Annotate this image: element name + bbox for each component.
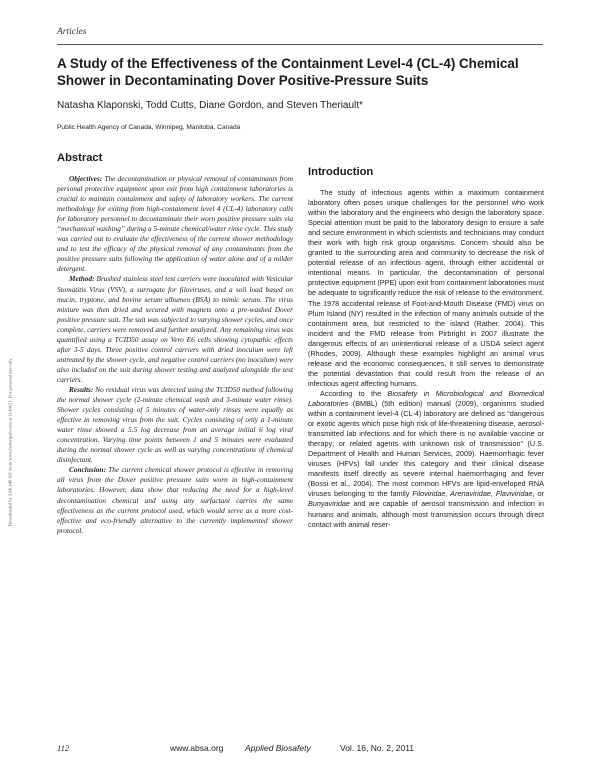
abstract-body — [57, 174, 293, 536]
results-label: Results: — [69, 384, 94, 394]
download-notice-vertical — [4, 252, 16, 632]
page-footer — [57, 743, 543, 757]
page-number: 112 — [57, 743, 70, 753]
header-rule — [57, 44, 543, 45]
affiliation: Public Health Agency of Canada, Winnipeg, Manitoba, Canada — [57, 124, 241, 131]
abstract-conclusion — [57, 465, 293, 535]
download-notice-text: Downloaded by 3.80.140.101 from www.liebertpub.com at 11/04/21. For personal use only. — [7, 357, 13, 527]
bmbl-title: Biosafety in Microbiological and Biomedical Laboratories — [308, 388, 544, 408]
method-text: Brushed stainless steel test carriers were inoculated with Vesicular Stomatitis Virus (VSV), a surrogate for filoviruses, and a soil load based on mucin, tryptone, and bovine serum albumen (BSA) to mimic serum. The virus mixture was then dried and secured with magnets onto a pre-washed Dover positive pressure suit. The suit was subjected to varying shower cycles, and once complete, carriers were removed and further analyzed. Any remaining virus was quantified using a TCID50 assay on Vero E6 cells showing cytopathic effects after 3-5 days. Three positive control carriers with dried inoculum were left untreated by the shower cycle, and negative control carriers (no inoculum) were also included on the suit during shower testing and analyzed alongside the test carriers. — [57, 274, 293, 384]
left-column — [57, 152, 293, 536]
article-title: A Study of the Effectiveness of the Containment Level-4 (CL-4) Chemical Shower in Decontaminating Dover Positive-Pressure Suits — [57, 56, 519, 88]
introduction-body — [308, 188, 544, 530]
p2-text-e: , or — [532, 489, 544, 499]
authors: Natasha Klaponski, Todd Cutts, Diane Gordon, and Steven Theriault* — [57, 100, 363, 111]
conclusion-label: Conclusion: — [69, 465, 106, 475]
bunyaviridae: Bunyaviridae — [308, 499, 350, 509]
intro-paragraph-2 — [308, 389, 544, 530]
virus-families: Filoviridae, Arenaviridae, Flaviviridae — [412, 489, 533, 499]
p2-text-c: (BMBL) (5th edition) manual (2009), organisms studied within a containment level-4 (CL-4) laboratory are defined as “dangerous or exotic agents which pose high risk of life-threatening disease, aerosol-transmitted lab infections and for which there is no available vaccine or therapy; or related agents with unknown risk of transmission” (U.S. Department of Health and Human Services, 2009). Haemorrhagic fever viruses (HFVs) fall under this category and their clinical disease manifests itself directly as severe internal haemorrhaging and fever (Bossi et al., 2004). The most common HFVs are lipid-enveloped RNA viruses belonging to the family — [308, 398, 544, 499]
abstract-objectives — [57, 174, 293, 274]
intro-paragraph-1: The study of infectious agents within a maximum containment laboratory often poses unique challenges for the personnel who work within the laboratory and the engineers who design the laboratory space. Special attention must be paid to the laboratory design to ensure a safe and secure environment in which scientists and technicians may conduct their work with high risk group organisms. Concern should also be granted to the surrounding area and community to decrease the risk of potential release of an infectious agent, through either accidental or intentional means. In particular, the decontamination of personal protective equipment (PPE) upon exit from containment laboratories must be adequate to significantly reduce the risk of release to the environment. The 1978 accidental release of Foot-and-Mouth Disease (FMD) virus on Plum Island (NY) resulted in the infection of many animals outside of the containment area, but restricted to the island (Rather, 2004). This incident and the FMD release from Pirbright in 2007 illustrate the dangerous effects of an unintentional release of a USDA select agent (Rhodes, 2009). Although these examples highlight an animal virus release and the economic consequences, it still serves to demonstrate the potential devastation that could result from the release of an infectious agent affecting humans. — [308, 188, 544, 388]
footer-url: www.absa.org — [170, 743, 224, 753]
p2-text-a: According to the — [320, 388, 388, 398]
objectives-label: Objectives: — [69, 174, 103, 183]
abstract-method — [57, 274, 293, 385]
abstract-heading: Abstract — [57, 152, 103, 164]
section-label: Articles — [57, 27, 87, 37]
objectives-text: The decontamination or physical removal of contaminants from personal protective equipment upon exit from high containment laboratories is crucial to maintain containment and safety of laboratory workers. The current methodology for exiting from high-containment level 4 (CL-4) laboratory calls for laboratory personnel to decontaminate their worn positive pressure suits via “mechanical washing” during a 5-minute chemical/water rinse cycle. This study was carried out to evaluate the effectiveness of the current shower methodology and to test the efficacy of the physical removal of any contaminants from the positive pressure suits following the application of water alone and of a milder detergent. — [57, 174, 293, 274]
introduction-heading: Introduction — [308, 166, 374, 178]
footer-volume: Vol. 16, No. 2, 2011 — [340, 743, 415, 753]
abstract-results — [57, 385, 293, 465]
p2-text-g: and are capable of aerosol transmission and infection in humans and animals, although most transmission occurs through direct contact with animal reser- — [308, 499, 544, 529]
footer-journal: Applied Biosafety — [245, 743, 311, 753]
results-text: No residual virus was detected using the TCID50 method following the normal shower cycle (2-minute chemical wash and 3-minute water rinse). Shower cycles consisting of 5 minutes of water-only rinses were equally as effective in removing virus from the suit. Cycles consisting of only a 1-minute water rinse showed a 5.5 log decrease from an average initial 6 log viral concentration. Varying time points between 1 and 5 minutes were evaluated during the normal shower cycle as well as varying concentrations of chemical disinfectant. — [57, 384, 293, 465]
method-label: Method: — [69, 274, 95, 284]
right-column — [308, 152, 544, 530]
conclusion-text: The current chemical shower protocol is effective in removing all virus from the Dover positive pressure suits worn in high-containment laboratories. However, data show that reducing the need for a high-level decontamination chemical and using any surfactant carries the same effectiveness as the current protocol used, which would serve as a more cost-effective and eco-friendly alternative to the currently implemented shower protocol. — [57, 465, 293, 535]
